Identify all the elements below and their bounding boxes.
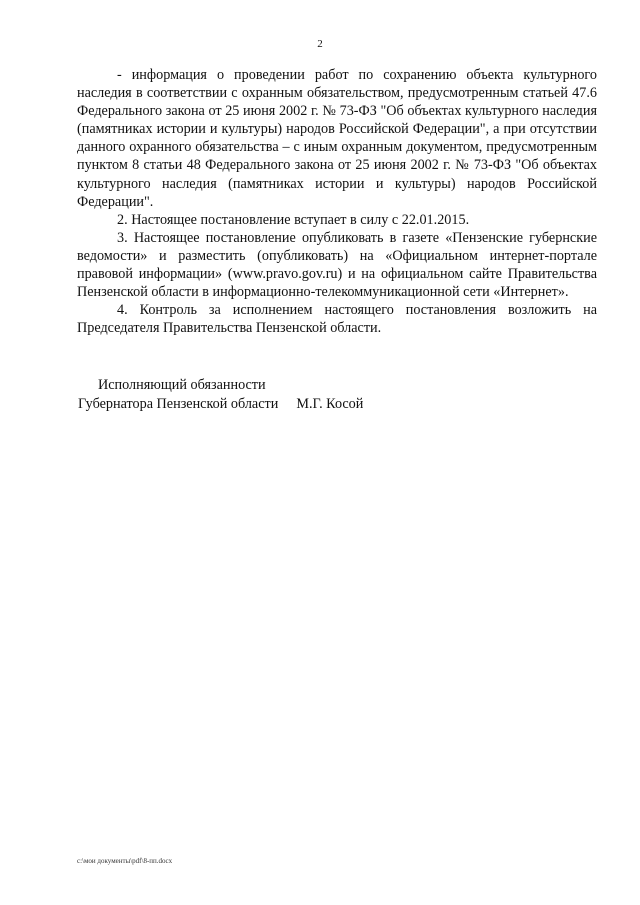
paragraph-control: 4. Контроль за исполнением настоящего постановления возложить на Председателя Правительства Пензенской области.	[77, 302, 597, 337]
signatory-name: М.Г. Косой	[296, 396, 364, 412]
signature-block	[78, 376, 458, 414]
signature-title-line2	[78, 395, 458, 414]
paragraph-effective-date: 2. Настоящее постановление вступает в силу с 22.01.2015.	[117, 211, 470, 228]
signature-title-line1: Исполняющий обязанности	[98, 377, 266, 393]
signature-position: Губернатора Пензенской области	[78, 396, 279, 412]
paragraph-publication: 3. Настоящее постановление опубликовать в газете «Пензенские губернские ведомости» и разместить (опубликовать) на «Официальном интернет-портале правовой информации» (www.pravo.gov.ru) и на официальном сайте Правительства Пензенской области в информационно-телекоммуникационной сети «Интернет».	[77, 229, 597, 301]
document-body	[77, 66, 597, 337]
page-number: 2	[317, 38, 323, 50]
paragraph-info-preservation: - информация о проведении работ по сохранению объекта культурного наследия в соответствии с охранным обязательством, предусмотренным статьей 47.6 Федерального закона от 25 июня 2002 г. № 73-ФЗ "Об объектах культурного наследия (памятниках истории и культуры) народов Российской Федерации", а при отсутствии данного охранного обязательства – с иным охранным документом, предусмотренным пунктом 8 статьи 48 Федерального закона от 25 июня 2002 г. № 73-ФЗ "Об объектах культурного наследия (памятниках истории и культуры) народов Российской Федерации".	[77, 67, 597, 210]
footer-file-path: c:\мои документы\pdf\8-пп.docx	[77, 857, 173, 865]
